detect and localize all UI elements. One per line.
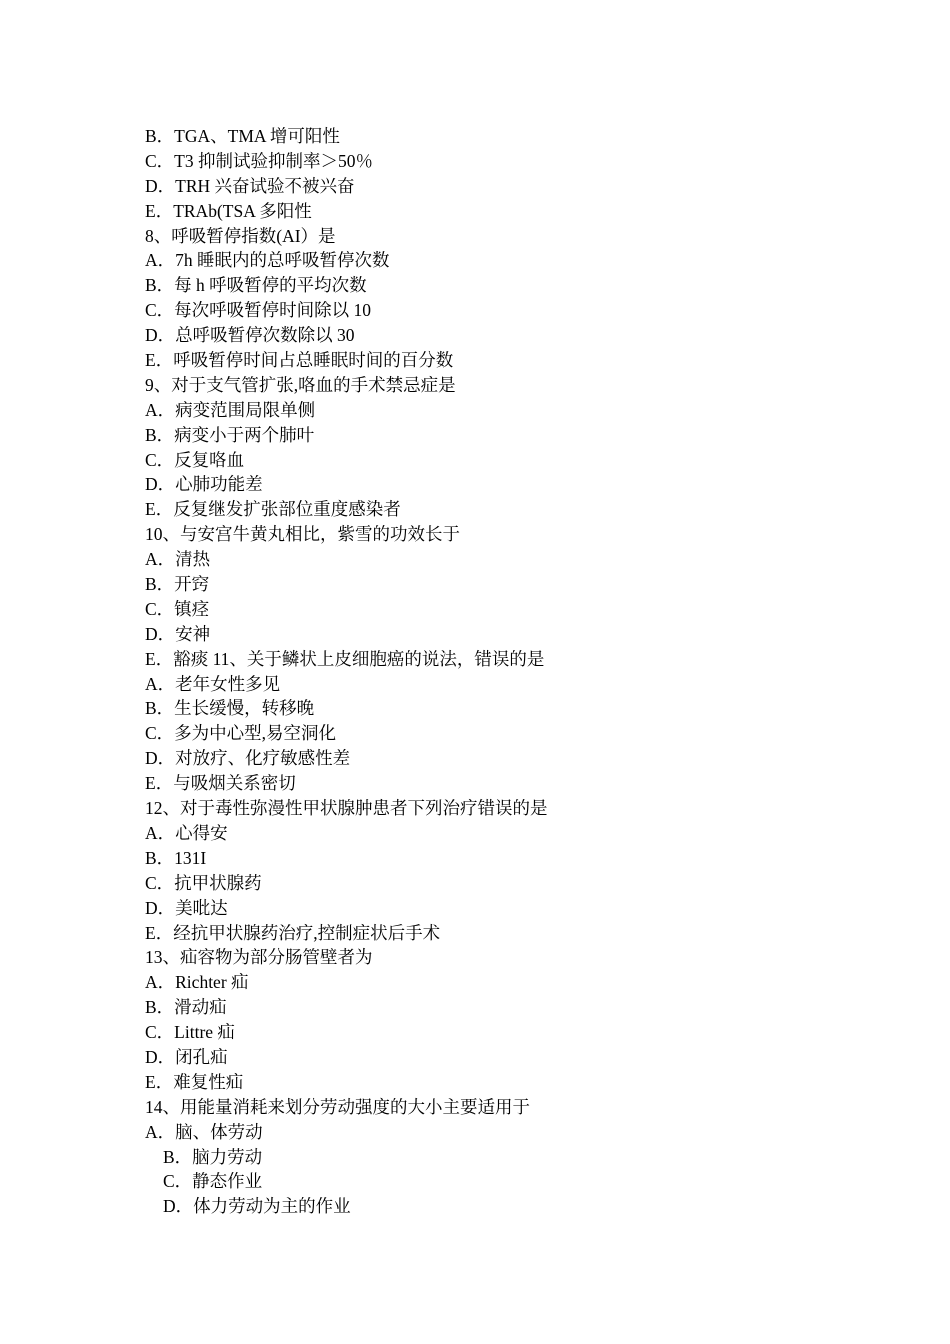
option-line: C．每次呼吸暂停时间除以 10 <box>145 300 372 321</box>
option-line: C．T3 抑制试验抑制率＞50％ <box>145 150 373 171</box>
option-line: D．TRH 兴奋试验不被兴奋 <box>145 175 355 196</box>
option-line: C．反复咯血 <box>145 449 245 470</box>
option-line: B．滑动疝 <box>145 997 227 1018</box>
option-line: A．心得安 <box>145 822 228 843</box>
option-line: C．抗甲状腺药 <box>145 872 262 893</box>
option-line: D．体力劳动为主的作业 <box>163 1196 351 1217</box>
option-line: B．每 h 呼吸暂停的平均次数 <box>145 275 367 296</box>
option-line: B．生长缓慢，转移晚 <box>145 698 315 719</box>
question-line: 12、对于毒性弥漫性甲状腺肿患者下列治疗错误的是 <box>145 798 548 819</box>
option-line: A．病变范围局限单侧 <box>145 399 316 420</box>
document-body <box>145 124 825 1219</box>
option-line: E．经抗甲状腺药治疗,控制症状后手术 <box>145 922 441 943</box>
option-line: D．美吡达 <box>145 897 228 918</box>
option-line: E．TRAb(TSA 多阳性 <box>145 200 312 221</box>
option-line: E．难复性疝 <box>145 1071 244 1092</box>
option-line: B．脑力劳动 <box>163 1146 263 1167</box>
option-line: C．静态作业 <box>163 1171 263 1192</box>
option-line: E．呼吸暂停时间占总睡眠时间的百分数 <box>145 350 454 371</box>
question-line: 8、呼吸暂停指数(AI）是 <box>145 225 336 246</box>
option-and-question-line: E．豁痰 11、关于鳞状上皮细胞癌的说法，错误的是 <box>145 648 545 669</box>
option-line: B．开窍 <box>145 574 210 595</box>
option-line: C．Littre 疝 <box>145 1022 235 1043</box>
option-line: D．安神 <box>145 623 211 644</box>
option-line: D．闭孔疝 <box>145 1046 228 1067</box>
option-line: E．与吸烟关系密切 <box>145 773 296 794</box>
question-line: 13、疝容物为部分肠管壁者为 <box>145 947 373 968</box>
option-line: B．病变小于两个肺叶 <box>145 424 315 445</box>
option-line: B．TGA、TMA 增可阳性 <box>145 126 340 146</box>
option-line: E．反复继发扩张部位重度感染者 <box>145 499 401 520</box>
question-line: 14、用能量消耗来划分劳动强度的大小主要适用于 <box>145 1096 530 1117</box>
option-line: B．131I <box>145 847 207 868</box>
option-line: A．Richter 疝 <box>145 972 249 993</box>
option-line: D．总呼吸暂停次数除以 30 <box>145 325 355 346</box>
option-line: A．老年女性多见 <box>145 673 281 694</box>
option-line: C．多为中心型,易空洞化 <box>145 723 337 744</box>
option-line: A．清热 <box>145 549 211 570</box>
question-line: 10、与安宫牛黄丸相比，紫雪的功效长于 <box>145 524 460 545</box>
option-line: A．脑、体劳动 <box>145 1121 263 1142</box>
option-line: D．心肺功能差 <box>145 474 263 495</box>
option-line: A．7h 睡眠内的总呼吸暂停次数 <box>145 250 390 271</box>
option-line: C．镇痉 <box>145 598 210 619</box>
option-line: D．对放疗、化疗敏感性差 <box>145 748 351 769</box>
question-line: 9、对于支气管扩张,咯血的手术禁忌症是 <box>145 374 456 395</box>
